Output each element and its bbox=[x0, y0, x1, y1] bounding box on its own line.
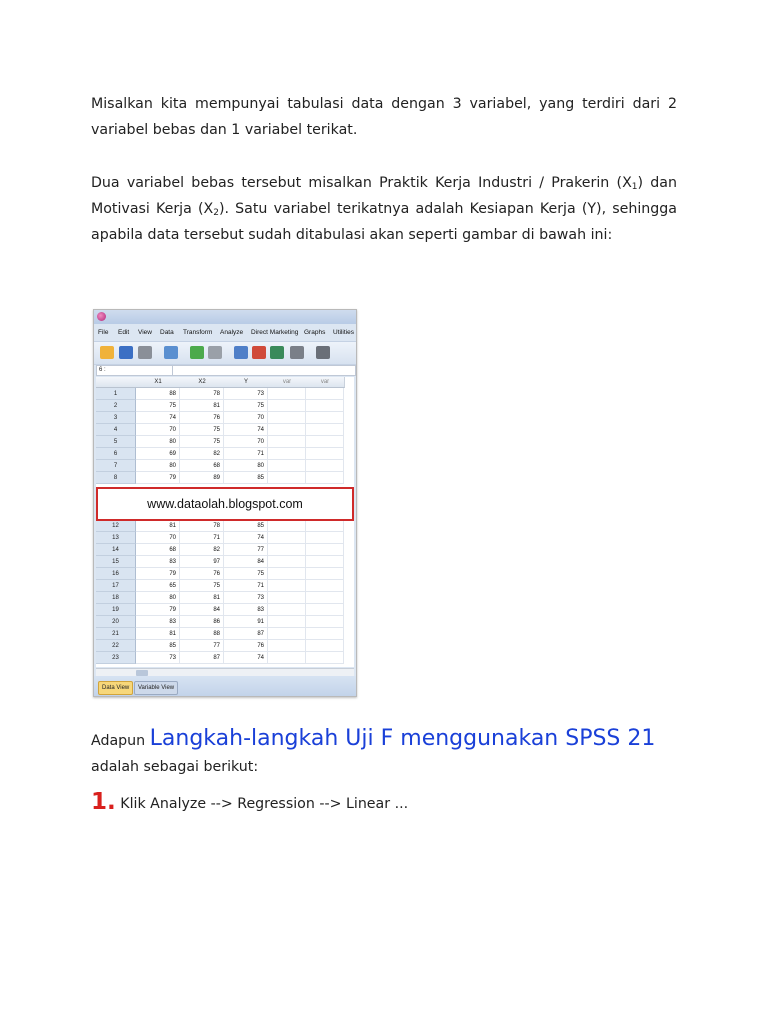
data-cell[interactable]: 82 bbox=[180, 448, 224, 460]
data-cell[interactable]: 75 bbox=[180, 436, 224, 448]
save-icon[interactable] bbox=[119, 346, 133, 359]
steps-intro-paragraph bbox=[91, 726, 711, 780]
data-cell[interactable]: 75 bbox=[180, 424, 224, 436]
data-cell[interactable] bbox=[306, 604, 344, 616]
uji-f-link[interactable]: Langkah-langkah Uji F menggunakan SPSS 21 bbox=[149, 726, 656, 751]
data-cell[interactable] bbox=[306, 448, 344, 460]
data-cell[interactable]: 71 bbox=[224, 448, 268, 460]
row-number[interactable]: 22 bbox=[96, 640, 136, 652]
column-header[interactable]: var bbox=[268, 377, 307, 388]
data-cell[interactable] bbox=[306, 640, 344, 652]
row-number[interactable]: 4 bbox=[96, 424, 136, 436]
data-cell[interactable]: 70 bbox=[224, 436, 268, 448]
data-cell[interactable]: 77 bbox=[224, 544, 268, 556]
row-number[interactable]: 7 bbox=[96, 460, 136, 472]
dialog-recall-icon[interactable] bbox=[164, 346, 178, 359]
menu-graphs[interactable]: Graphs bbox=[304, 329, 326, 336]
open-folder-icon[interactable] bbox=[100, 346, 114, 359]
data-cell[interactable]: 82 bbox=[180, 544, 224, 556]
data-cell[interactable] bbox=[268, 556, 306, 568]
data-cell[interactable]: 83 bbox=[136, 616, 180, 628]
data-cell[interactable] bbox=[268, 628, 306, 640]
data-cell[interactable]: 73 bbox=[136, 652, 180, 664]
row-number[interactable]: 3 bbox=[96, 412, 136, 424]
data-cell[interactable] bbox=[306, 592, 344, 604]
data-cell[interactable]: 68 bbox=[180, 460, 224, 472]
subscript-2: 2 bbox=[213, 208, 219, 218]
data-cell[interactable]: 76 bbox=[180, 412, 224, 424]
data-cell[interactable] bbox=[268, 652, 306, 664]
data-cell[interactable]: 87 bbox=[224, 628, 268, 640]
data-cell[interactable]: 80 bbox=[136, 592, 180, 604]
data-cell[interactable]: 91 bbox=[224, 616, 268, 628]
data-cell[interactable]: 70 bbox=[136, 532, 180, 544]
row-number[interactable]: 8 bbox=[96, 472, 136, 484]
data-cell[interactable]: 70 bbox=[224, 412, 268, 424]
data-cell[interactable]: 86 bbox=[180, 616, 224, 628]
data-cell[interactable] bbox=[268, 460, 306, 472]
row-number[interactable]: 5 bbox=[96, 436, 136, 448]
row-number[interactable]: 14 bbox=[96, 544, 136, 556]
data-cell[interactable]: 83 bbox=[224, 604, 268, 616]
data-cell[interactable] bbox=[306, 568, 344, 580]
print-icon[interactable] bbox=[138, 346, 152, 359]
step-number: 1. bbox=[91, 789, 116, 815]
data-cell[interactable]: 71 bbox=[180, 532, 224, 544]
split-file-icon[interactable] bbox=[290, 346, 304, 359]
data-cell[interactable] bbox=[268, 544, 306, 556]
data-cell[interactable]: 75 bbox=[224, 568, 268, 580]
row-number[interactable]: 13 bbox=[96, 532, 136, 544]
data-cell[interactable] bbox=[268, 580, 306, 592]
data-cell[interactable] bbox=[306, 532, 344, 544]
data-cell[interactable] bbox=[268, 616, 306, 628]
data-cell[interactable]: 70 bbox=[136, 424, 180, 436]
column-header[interactable]: var bbox=[306, 377, 345, 388]
data-cell[interactable] bbox=[306, 520, 344, 532]
goto-case-icon[interactable] bbox=[234, 346, 248, 359]
data-cell[interactable]: 76 bbox=[224, 640, 268, 652]
menu-direct-marketing[interactable]: Direct Marketing bbox=[251, 329, 299, 336]
data-cell[interactable]: 85 bbox=[224, 472, 268, 484]
data-cell[interactable]: 83 bbox=[136, 556, 180, 568]
data-cell[interactable]: 88 bbox=[180, 628, 224, 640]
data-cell[interactable]: 73 bbox=[224, 592, 268, 604]
data-cell[interactable]: 69 bbox=[136, 448, 180, 460]
menu-file[interactable]: File bbox=[98, 329, 109, 336]
variables-text-part3: ). Satu variabel terikatnya adalah Kesiapan Kerja (Y), sehingga apabila data tersebut sudah ditabulasi akan seperti gambar di bawah ini: bbox=[91, 201, 677, 243]
row-number[interactable]: 6 bbox=[96, 448, 136, 460]
spss-menubar bbox=[94, 327, 356, 339]
data-cell[interactable]: 80 bbox=[136, 436, 180, 448]
data-cell[interactable] bbox=[306, 580, 344, 592]
data-cell[interactable] bbox=[306, 652, 344, 664]
data-cell[interactable]: 81 bbox=[136, 520, 180, 532]
data-cell[interactable]: 85 bbox=[136, 640, 180, 652]
data-cell[interactable] bbox=[268, 388, 306, 400]
spss-titlebar bbox=[94, 310, 356, 324]
data-cell[interactable]: 65 bbox=[136, 580, 180, 592]
variables-icon[interactable] bbox=[270, 346, 284, 359]
row-number[interactable]: 17 bbox=[96, 580, 136, 592]
watermark-banner: www.dataolah.blogspot.com bbox=[96, 487, 354, 521]
step-text: Klik Analyze --> Regression --> Linear ... bbox=[115, 796, 409, 812]
data-cell[interactable] bbox=[268, 400, 306, 412]
data-cell[interactable] bbox=[268, 472, 306, 484]
data-cell[interactable] bbox=[268, 592, 306, 604]
undo-icon[interactable] bbox=[190, 346, 204, 359]
data-cell[interactable] bbox=[306, 436, 344, 448]
data-cell[interactable]: 77 bbox=[180, 640, 224, 652]
data-cell[interactable]: 78 bbox=[180, 520, 224, 532]
data-cell[interactable]: 80 bbox=[224, 460, 268, 472]
data-cell[interactable]: 76 bbox=[180, 568, 224, 580]
row-number[interactable]: 2 bbox=[96, 400, 136, 412]
menu-edit[interactable]: Edit bbox=[118, 329, 130, 336]
redo-icon[interactable] bbox=[208, 346, 222, 359]
variables-paragraph bbox=[91, 170, 677, 248]
data-cell[interactable] bbox=[268, 520, 306, 532]
data-cell[interactable]: 97 bbox=[180, 556, 224, 568]
data-cell[interactable] bbox=[268, 640, 306, 652]
column-header[interactable]: X1 bbox=[136, 377, 181, 388]
data-cell[interactable]: 81 bbox=[180, 592, 224, 604]
step-1 bbox=[91, 787, 408, 819]
data-cell[interactable]: 74 bbox=[224, 532, 268, 544]
menu-analyze[interactable]: Analyze bbox=[220, 329, 244, 336]
data-cell[interactable]: 79 bbox=[136, 568, 180, 580]
menu-transform[interactable]: Transform bbox=[183, 329, 213, 336]
data-cell[interactable]: 85 bbox=[224, 520, 268, 532]
data-cell[interactable]: 75 bbox=[136, 400, 180, 412]
data-cell[interactable] bbox=[268, 604, 306, 616]
data-cell[interactable]: 84 bbox=[224, 556, 268, 568]
data-cell[interactable]: 84 bbox=[180, 604, 224, 616]
data-cell[interactable] bbox=[306, 556, 344, 568]
data-cell[interactable]: 74 bbox=[136, 412, 180, 424]
tab-variable-view[interactable]: Variable View bbox=[134, 681, 178, 695]
menu-view[interactable]: View bbox=[138, 329, 152, 336]
data-cell[interactable] bbox=[268, 568, 306, 580]
data-cell[interactable]: 68 bbox=[136, 544, 180, 556]
data-cell[interactable] bbox=[306, 472, 344, 484]
data-cell[interactable] bbox=[306, 400, 344, 412]
row-number[interactable]: 1 bbox=[96, 388, 136, 400]
steps-intro-suffix: adalah sebagai berikut: bbox=[91, 759, 259, 775]
data-cell[interactable]: 78 bbox=[180, 388, 224, 400]
row-number[interactable]: 18 bbox=[96, 592, 136, 604]
data-cell[interactable]: 89 bbox=[180, 472, 224, 484]
data-cell[interactable] bbox=[306, 424, 344, 436]
spss-app-icon bbox=[97, 312, 106, 321]
data-cell[interactable]: 81 bbox=[136, 628, 180, 640]
data-grid bbox=[96, 377, 354, 667]
tab-data-view[interactable]: Data View bbox=[98, 681, 133, 695]
data-cell[interactable] bbox=[268, 436, 306, 448]
menu-data[interactable]: Data bbox=[160, 329, 174, 336]
row-number[interactable]: 15 bbox=[96, 556, 136, 568]
row-number[interactable]: 12 bbox=[96, 520, 136, 532]
data-cell[interactable]: 79 bbox=[136, 604, 180, 616]
data-cell[interactable]: 87 bbox=[180, 652, 224, 664]
column-header[interactable]: X2 bbox=[180, 377, 225, 388]
data-cell[interactable]: 74 bbox=[224, 652, 268, 664]
data-cell[interactable] bbox=[268, 448, 306, 460]
row-number[interactable]: 16 bbox=[96, 568, 136, 580]
data-cell[interactable]: 88 bbox=[136, 388, 180, 400]
intro-paragraph: Misalkan kita mempunyai tabulasi data dengan 3 variabel, yang terdiri dari 2 variabel bebas dan 1 variabel terikat. bbox=[91, 96, 677, 138]
data-cell[interactable] bbox=[268, 412, 306, 424]
data-cell[interactable] bbox=[268, 424, 306, 436]
binoculars-icon[interactable] bbox=[316, 346, 330, 359]
data-cell[interactable] bbox=[268, 532, 306, 544]
data-cell[interactable] bbox=[306, 460, 344, 472]
data-cell[interactable]: 75 bbox=[180, 580, 224, 592]
subscript-1: 1 bbox=[631, 182, 638, 192]
column-header[interactable]: Y bbox=[224, 377, 269, 388]
data-cell[interactable]: 79 bbox=[136, 472, 180, 484]
spss-toolbar bbox=[94, 341, 356, 365]
row-number[interactable]: 23 bbox=[96, 652, 136, 664]
cell-reference: 6 : bbox=[99, 367, 106, 373]
data-cell[interactable] bbox=[306, 628, 344, 640]
data-cell[interactable] bbox=[306, 388, 344, 400]
data-cell[interactable] bbox=[306, 544, 344, 556]
variables-text-part2: ) dan Motivasi Kerja (X bbox=[91, 175, 677, 217]
row-number[interactable]: 20 bbox=[96, 616, 136, 628]
data-cell[interactable]: 75 bbox=[224, 400, 268, 412]
cell-reference-bar bbox=[96, 365, 356, 376]
goto-variable-icon[interactable] bbox=[252, 346, 266, 359]
data-cell[interactable] bbox=[306, 412, 344, 424]
row-number[interactable]: 19 bbox=[96, 604, 136, 616]
row-number[interactable]: 21 bbox=[96, 628, 136, 640]
data-cell[interactable] bbox=[306, 616, 344, 628]
menu-utilities[interactable]: Utilities bbox=[333, 329, 354, 336]
data-cell[interactable]: 81 bbox=[180, 400, 224, 412]
steps-intro-prefix: Adapun bbox=[91, 733, 150, 749]
data-cell[interactable]: 73 bbox=[224, 388, 268, 400]
view-tabs bbox=[94, 676, 356, 696]
grid-corner bbox=[96, 377, 137, 388]
data-cell[interactable]: 71 bbox=[224, 580, 268, 592]
data-cell[interactable]: 74 bbox=[224, 424, 268, 436]
data-cell[interactable]: 80 bbox=[136, 460, 180, 472]
variables-text-part1: Dua variabel bebas tersebut misalkan Praktik Kerja Industri / Prakerin (X bbox=[91, 175, 632, 191]
